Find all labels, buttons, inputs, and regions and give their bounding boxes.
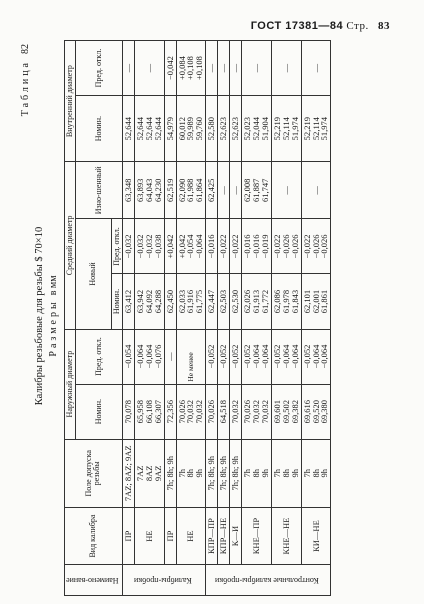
cell-mean-tol: −0,022 −0,026 −0,026: [271, 219, 301, 274]
table-title: Калибры резьбовые для резьбы $ 70×10: [34, 226, 45, 406]
cell-inner-tol: −0,042: [164, 41, 176, 96]
cell-type: НЕ: [176, 507, 206, 564]
cell-worn: 62,425: [206, 162, 218, 219]
cell-worn: —: [218, 162, 230, 219]
cell-field: 7h 8h 9h: [271, 439, 301, 507]
cell-inner-nom: 52,623: [230, 96, 242, 162]
col-mean-worn: Изно-шенный: [76, 162, 123, 219]
cell-outer-nom: 70,032: [230, 384, 242, 439]
cell-inner-nom: 52,623: [218, 96, 230, 162]
cell-inner-nom: 60,012 59,989 59,760: [176, 96, 206, 162]
cell-field: 7h; 8h; 9h: [206, 439, 218, 507]
col-name-text: Наимено-вание: [66, 576, 119, 586]
cell-mean-tol: −0,022: [218, 219, 230, 274]
table-row: [242, 41, 272, 596]
group-control: [206, 565, 331, 596]
cell-outer-nom: 70,026: [206, 384, 218, 439]
cell-inner-tol: +0,084 +0,108 +0,108: [176, 41, 206, 96]
cell-outer-nom: 70,026 70,032 70,032: [176, 384, 206, 439]
cell-outer-nom: 70,078: [122, 384, 134, 439]
cell-mean-tol: +0,042: [164, 219, 176, 274]
cell-inner-tol: —: [271, 41, 301, 96]
cell-field: 7h; 8h; 9h: [218, 439, 230, 507]
col-inner-tol: Пред. откл.: [76, 41, 123, 96]
table-row: [164, 41, 176, 596]
cell-worn: 62,008 61,887 61,747: [242, 162, 272, 219]
cell-inner-nom: 52,580: [206, 96, 218, 162]
cell-type: КПР—НЕ: [218, 507, 230, 564]
cell-mean-tol: −0,032: [122, 219, 134, 274]
cell-worn: 62,090 61,988 61,864: [176, 162, 206, 219]
cell-mean-nom: 62,530: [230, 274, 242, 329]
table-subtitle: [48, 36, 59, 596]
table-row: [206, 41, 218, 596]
cell-outer-tol-note: Не менее: [176, 329, 206, 384]
col-outer-tol: Пред. откл.: [76, 329, 123, 384]
cell-outer-tol: −0,054: [122, 329, 134, 384]
cell-outer-tol: −0,052 −0,064 −0,064: [242, 329, 272, 384]
cell-outer-tol: −0,052 −0,064 −0,064: [271, 329, 301, 384]
group-plugs: [122, 565, 205, 596]
cell-mean-nom: 63,942 64,092 64,288: [134, 274, 164, 329]
cell-inner-tol: —: [242, 41, 272, 96]
cell-worn: —: [271, 162, 301, 219]
col-tolerance-field: Поле допуска резьбы: [65, 439, 123, 507]
cell-outer-tol: −0,064 −0,064 −0,076: [134, 329, 164, 384]
cell-worn: 62,519: [164, 162, 176, 219]
gauge-dimensions-table: [64, 40, 331, 596]
page-label: Стр.: [346, 20, 369, 32]
cell-field: 7h; 8h; 9h: [230, 439, 242, 507]
cell-type: КИ—НЕ: [301, 507, 331, 564]
page-number: 83: [378, 20, 390, 32]
col-gauge-type: Вид калибра: [65, 507, 123, 564]
cell-mean-tol: +0,042 −0,054 −0,064: [176, 219, 206, 274]
table-label-text: Таблица: [20, 60, 31, 117]
cell-mean-nom: 62,503: [218, 274, 230, 329]
cell-mean-nom: 63,412: [122, 274, 134, 329]
cell-inner-nom: 52,023 52,044 51,904: [242, 96, 272, 162]
table-row: [134, 41, 164, 596]
col-mean-diameter: Средний диаметр: [65, 162, 76, 329]
cell-outer-nom: 64,518: [218, 384, 230, 439]
standard-number: ГОСТ 17381—84: [250, 20, 344, 32]
cell-mean-nom: 62,101 62,001 61,861: [301, 274, 331, 329]
col-name: [65, 565, 123, 596]
col-inner-diameter: Внутренний диаметр: [65, 41, 76, 162]
cell-mean-nom: 62,086 61,978 61,843: [271, 274, 301, 329]
cell-type: ПР: [122, 507, 134, 564]
cell-inner-tol: —: [301, 41, 331, 96]
table-row: [301, 41, 331, 596]
rotated-table-page: [16, 36, 400, 596]
col-outer-nom: Номин.: [76, 384, 123, 439]
cell-outer-nom: 72,356: [164, 384, 176, 439]
table-label: [20, 44, 31, 116]
cell-inner-nom: 52,644: [122, 96, 134, 162]
cell-type: К—И: [230, 507, 242, 564]
cell-inner-tol: —: [122, 41, 134, 96]
cell-type: НЕ: [134, 507, 164, 564]
cell-outer-tol: −0,052: [230, 329, 242, 384]
cell-outer-nom: 69,601 69,502 69,382: [271, 384, 301, 439]
cell-worn: —: [230, 162, 242, 219]
cell-mean-nom: 62,450: [164, 274, 176, 329]
cell-outer-tol: —: [164, 329, 176, 384]
cell-mean-tol: −0,032 −0,032 −0,038: [134, 219, 164, 274]
subtitle-text: Размеры: [48, 299, 59, 357]
cell-inner-nom: 54,979: [164, 96, 176, 162]
cell-mean-tol: −0,016 −0,016 −0,019: [242, 219, 272, 274]
cell-inner-tol: —: [230, 41, 242, 96]
subtitle-unit: в мм: [48, 275, 59, 296]
group-control-text: Контрольные калибры-пробки: [215, 576, 320, 586]
cell-field: 7h 8h 9h: [176, 439, 206, 507]
table-row: [218, 41, 230, 596]
cell-outer-tol: −0,052 −0,064 −0,064: [301, 329, 331, 384]
cell-field: 7AZ 8AZ 9AZ: [134, 439, 164, 507]
cell-field: 7h 8h 9h: [301, 439, 331, 507]
cell-type: КНЕ—НЕ: [271, 507, 301, 564]
cell-outer-tol: −0,052: [218, 329, 230, 384]
cell-inner-tol: —: [218, 41, 230, 96]
cell-mean-tol: −0,022 −0,026 −0,026: [301, 219, 331, 274]
cell-field: 7h 8h 9h: [242, 439, 272, 507]
cell-mean-nom: 62,033 61,916 61,775: [176, 274, 206, 329]
cell-outer-nom: 70,026 70,032 70,032: [242, 384, 272, 439]
cell-worn: 63,893 64,043 64,230: [134, 162, 164, 219]
cell-type: ПР: [164, 507, 176, 564]
cell-inner-nom: 52,219 52,114 51,974: [271, 96, 301, 162]
col-outer-diameter: Наружный диаметр: [65, 329, 76, 439]
cell-outer-nom: 65,958 66,108 66,307: [134, 384, 164, 439]
cell-mean-nom: 62,026 61,913 61,772: [242, 274, 272, 329]
table-row: [230, 41, 242, 596]
table-row: [176, 41, 206, 596]
cell-mean-tol: −0,022: [230, 219, 242, 274]
table-row: [122, 41, 134, 596]
cell-field: 7h; 8h; 9h: [164, 439, 176, 507]
cell-inner-nom: 52,644 52,644 52,644: [134, 96, 164, 162]
cell-field: 7AZ; 8AZ; 9AZ: [122, 439, 134, 507]
cell-inner-tol: —: [134, 41, 164, 96]
cell-type: КНЕ—ПР: [242, 507, 272, 564]
cell-outer-tol: −0,052: [206, 329, 218, 384]
cell-inner-tol: —: [206, 41, 218, 96]
page-header: [251, 20, 390, 32]
cell-outer-nom: 69,616 69,520 69,380: [301, 384, 331, 439]
col-mean-new: Новый: [76, 219, 111, 329]
col-mean-nom: Номин.: [111, 274, 122, 329]
cell-worn: —: [301, 162, 331, 219]
cell-mean-nom: 62,447: [206, 274, 218, 329]
col-mean-tol: Пред. откл.: [111, 219, 122, 274]
table-row: [271, 41, 301, 596]
table-number: 82: [20, 44, 31, 54]
cell-type: КПР—ПР: [206, 507, 218, 564]
col-inner-nom: Номин.: [76, 96, 123, 162]
cell-mean-tol: −0,016: [206, 219, 218, 274]
cell-inner-nom: 52,219 52,114 51,974: [301, 96, 331, 162]
cell-worn: 63,348: [122, 162, 134, 219]
group-plugs-text: Калибры-пробки: [134, 576, 192, 586]
